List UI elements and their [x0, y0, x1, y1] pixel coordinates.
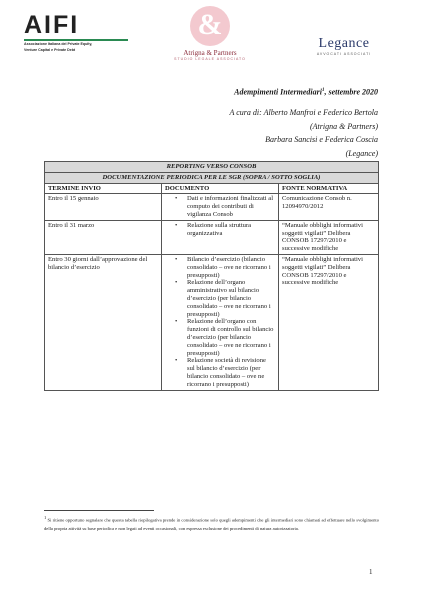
atrigna-logo-name: Atrigna & Partners: [183, 49, 237, 57]
document-title: [230, 84, 379, 99]
list-item-text: Relazione dell’organo amministrativo sul bilancio d’esercizio (per bilancio consolidato – ove ne ricorrano i presupposti): [187, 279, 271, 318]
document-list: [165, 256, 275, 389]
cell-documento: [162, 220, 279, 254]
bullet-icon: •: [175, 221, 178, 229]
table-header-row-2: [45, 172, 379, 183]
title-block: [230, 84, 379, 160]
table-header-row-1: [45, 162, 379, 173]
list-item: [175, 255, 275, 279]
curated-by: A cura di: Alberto Manfroi e Federico Bertola: [229, 108, 378, 118]
list-item: [175, 279, 275, 318]
list-item: [175, 357, 275, 388]
bullet-icon: •: [175, 357, 178, 365]
aifi-logo: [24, 12, 134, 53]
legance-logo-wordmark: Legance: [318, 36, 370, 51]
legance-logo: [310, 36, 378, 56]
cell-termine: Entro il 15 gennaio: [45, 194, 162, 220]
footnote-reference[interactable]: 1: [321, 88, 325, 93]
list-item-text: Relazione dell’organo con funzioni di controllo sul bilancio d’esercizio (per bilancio consolidato – ove ne ricorrano i presupposti): [187, 318, 274, 357]
cell-documento: [162, 194, 279, 220]
atrigna-logo-subtitle: STUDIO LEGALE ASSOCIATO: [174, 57, 246, 61]
column-header-documento: DOCUMENTO: [162, 183, 279, 194]
page-number: 1: [369, 568, 373, 576]
footnote-number: 1: [44, 515, 47, 520]
firm-1: (Atrigna & Partners): [310, 121, 378, 131]
footnote-divider: [44, 510, 154, 511]
atrigna-logo-mark: [190, 6, 230, 46]
table-row: [45, 220, 379, 254]
column-header-termine: TERMINE INVIO: [45, 183, 162, 194]
bullet-icon: •: [175, 318, 178, 326]
bullet-icon: •: [175, 255, 178, 263]
list-item: [175, 221, 275, 238]
table-row: [45, 254, 379, 390]
list-item: [175, 195, 275, 218]
cell-fonte: Comunicazione Consob n. 12094970/2012: [279, 194, 379, 220]
table-column-headers: [45, 183, 379, 194]
document-title-date: , settembre 2020: [324, 87, 378, 97]
document-list: [165, 195, 275, 218]
cell-termine: Entro 30 giorni dall’approvazione del bilancio d’esercizio: [45, 254, 162, 390]
aifi-logo-wordmark: AIFI: [24, 11, 80, 39]
legance-logo-subtitle: AVVOCATI ASSOCIATI: [316, 52, 372, 56]
footnote: [44, 514, 379, 534]
list-item-text: Relazione sulla struttura organizzativa: [187, 221, 252, 237]
document-list: [165, 222, 275, 238]
table-row: [45, 194, 379, 220]
table-header-reporting: REPORTING VERSO CONSOB: [45, 162, 379, 173]
cell-fonte: “Manuale obblighi informativi soggetti vigilati” Delibera CONSOB 17297/2010 e successive modifiche: [279, 220, 379, 254]
atrigna-logo: [162, 6, 258, 61]
footnote-text: Si ritiene opportuno segnalare che questa tabella riepilogativa prende in considerazione solo quegli adempimenti che gli intermediari sono chiamati ad effettuare nello svolgimento della propria attività su base periodica e non legati ad eventi occasionali, con espressa esclusione dei procedimenti di natura autorizzatoria.: [44, 517, 379, 532]
aifi-logo-rule: [24, 39, 128, 41]
bullet-icon: •: [175, 279, 178, 287]
reporting-table: [44, 161, 379, 391]
cell-termine: Entro il 31 marzo: [45, 220, 162, 254]
document-title-text: Adempimenti Intermediari: [234, 87, 322, 97]
column-header-fonte: FONTE NORMATIVA: [279, 183, 379, 194]
list-item-text: Dati e informazioni finalizzati al computo dei contributi di vigilanza Consob: [187, 195, 274, 218]
table-header-documentazione: DOCUMENTAZIONE PERIODICA PER LE SGR (SOPRA / SOTTO SOGLIA): [45, 172, 379, 183]
aifi-logo-subtitle-1: Associazione Italiana del Private Equity,: [24, 42, 93, 46]
bullet-icon: •: [175, 195, 178, 203]
aifi-logo-subtitle-2: Venture Capital e Private Debt: [24, 48, 76, 52]
firm-2: (Legance): [345, 148, 378, 158]
authors-2: Barbara Sancisi e Federica Coscia: [265, 135, 378, 145]
cell-fonte: “Manuale obblighi informativi soggetti vigilati” Delibera CONSOB 17297/2010 e successive modifiche: [279, 254, 379, 390]
list-item-text: Bilancio d’esercizio (bilancio consolidato – ove ne ricorrano i presupposti): [187, 255, 271, 279]
list-item: [175, 318, 275, 357]
list-item-text: Relazione società di revisione sul bilancio d’esercizio (per bilancio consolidato – ove ne ricorrano i presupposti): [187, 357, 266, 388]
cell-documento: [162, 254, 279, 390]
atrigna-logo-ampersand: &: [197, 8, 223, 41]
